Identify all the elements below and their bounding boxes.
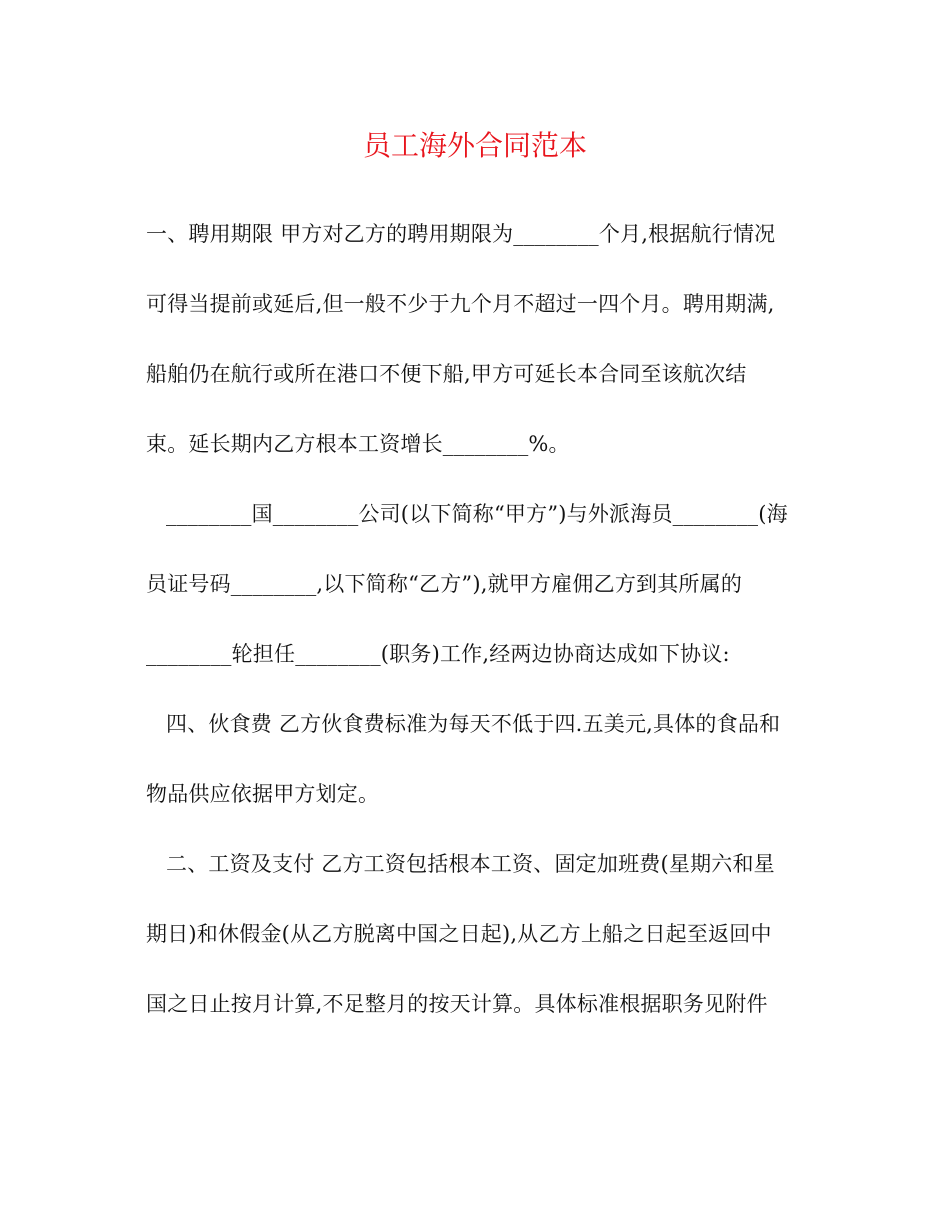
paragraph-line: 物品供应依据甲方划定。: [146, 782, 380, 806]
paragraph-line: 二、工资及支付 乙方工资包括根本工资、固定加班费(星期六和星: [166, 852, 775, 876]
paragraph-term: [146, 212, 811, 492]
paragraph-wages: [146, 842, 811, 1052]
document-body: [146, 212, 811, 1052]
paragraph-meals: [146, 702, 811, 842]
paragraph-line: 可得当提前或延后,但一般不少于九个月不超过一四个月。聘用期满,: [146, 292, 775, 316]
paragraph-line: 束。延长期内乙方根本工资增长________%。: [146, 432, 570, 456]
paragraph-parties: [146, 492, 811, 702]
document-title: 员工海外合同范本: [362, 129, 587, 162]
paragraph-line: 船舶仍在航行或所在港口不便下船,甲方可延长本合同至该航次结: [146, 362, 747, 386]
paragraph-line: 四、伙食费 乙方伙食费标准为每天不低于四.五美元,具体的食品和: [166, 712, 781, 736]
paragraph-line: 一、聘用期限 甲方对乙方的聘用期限为________个月,根据航行情况: [146, 222, 776, 246]
paragraph-line: 员证号码________,以下简称“乙方”),就甲方雇佣乙方到其所属的: [146, 572, 743, 596]
paragraph-line: 期日)和休假金(从乙方脱离中国之日起),从乙方上船之日起至返回中: [146, 922, 772, 946]
paragraph-line: ________轮担任________(职务)工作,经两边协商达成如下协议:: [146, 642, 730, 666]
paragraph-line: 国之日止按月计算,不足整月的按天计算。具体标准根据职务见附件: [146, 992, 768, 1016]
paragraph-line: ________国________公司(以下简称“甲方”)与外派海员________(海: [166, 502, 788, 526]
